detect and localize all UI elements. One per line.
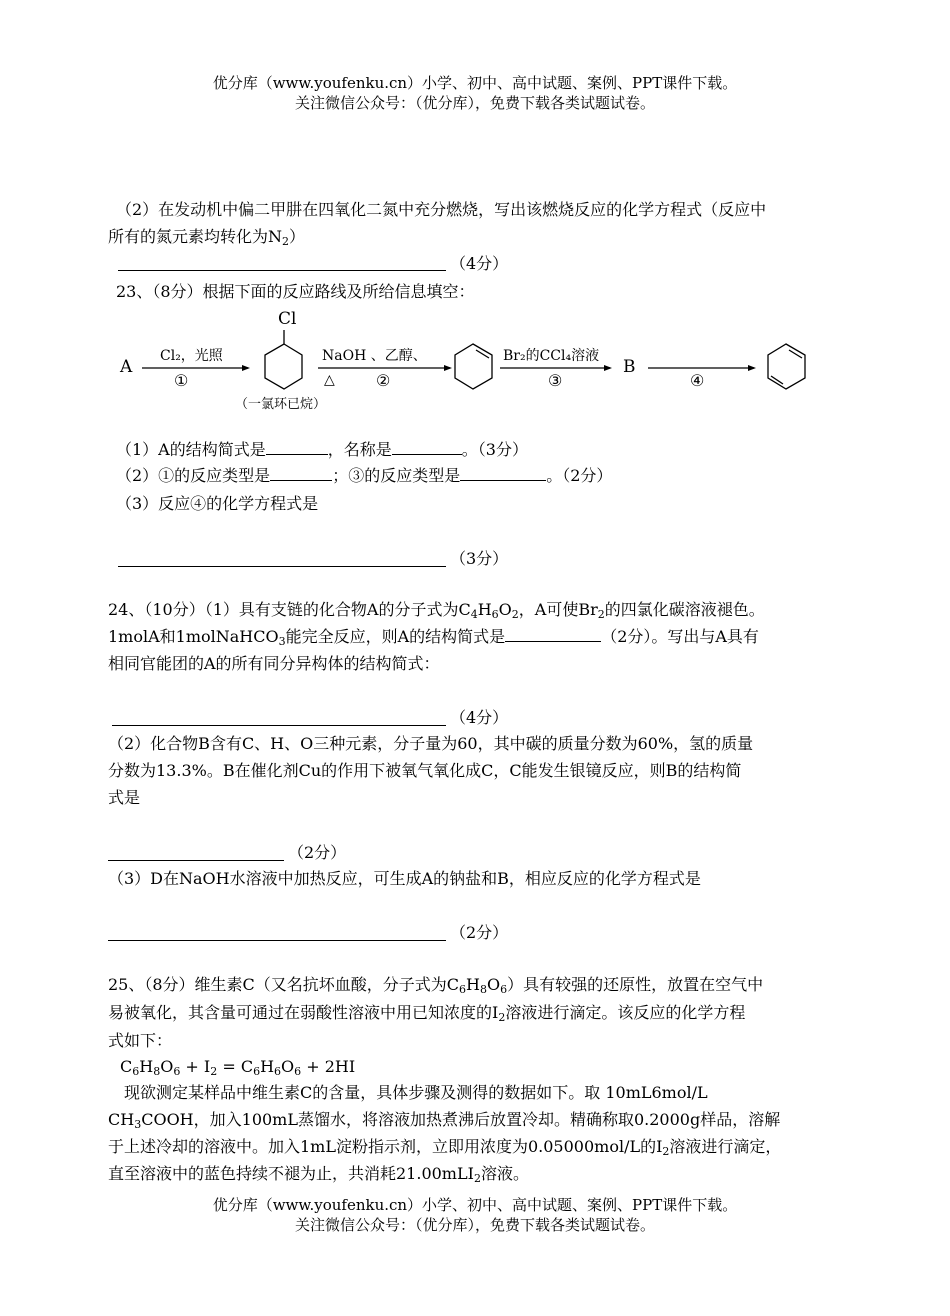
- step2-heat: △: [324, 372, 335, 388]
- cyclohexadiene-ring: [768, 344, 805, 389]
- q23-question-3: （3）反应④的化学方程式是: [116, 494, 319, 513]
- step3-number: ③: [548, 371, 563, 390]
- step2-reagent: NaOH 、乙醇、: [322, 348, 427, 364]
- q24-answer-line-2: [108, 860, 284, 861]
- q25-part2-line3: 于上述冷却的溶液中。加入1mL淀粉指示剂，立即用浓度为0.05000mol/L的$I_2$溶液进行滴定，: [108, 1137, 782, 1158]
- q23-question-2: （2）①的反应类型是 ；③的反应类型是 。（2分）: [116, 466, 613, 485]
- q25-line3: 式如下：: [108, 1031, 173, 1050]
- cyclohexane-ring: [265, 344, 302, 389]
- q23-blank-type-3[interactable]: [460, 466, 546, 481]
- q25-line1: 25、（8分）维生素C（又名抗坏血酸，分子式为$C_6H_8O_6$）具有较强的还原性，放置在空气中: [108, 975, 764, 996]
- cyclohexene-ring: [455, 344, 492, 389]
- header-line-2: 关注微信公众号：（优分库），免费下载各类试题试卷。: [294, 94, 655, 112]
- step1-reagent: Cl₂，光照: [160, 348, 223, 364]
- q24-line1: 24、（10分）（1）具有支链的化合物A的分子式为$C_4H_6O_2$，A可使$Br_2$的四氯化碳溶液褪色。: [108, 600, 765, 621]
- q24-score-3: （2分）: [450, 923, 509, 942]
- cyclohexene-double-bond: [476, 350, 489, 358]
- q22-score: （4分）: [450, 254, 509, 273]
- q22-part2-line2: 所有的氮元素均转化为$N_2$）: [108, 227, 306, 248]
- step3-reagent: Br₂的CCl₄溶液: [503, 348, 600, 364]
- arrowhead-4: [748, 365, 756, 371]
- q23-question-1: （1）A的结构简式是 ，名称是 。（3分）: [116, 440, 528, 459]
- q24-part2-line3: 式是: [108, 788, 141, 807]
- q22-part2-line1: （2）在发动机中偏二甲肼在四氧化二氮中充分燃烧，写出该燃烧反应的化学方程式（反应中: [116, 200, 767, 219]
- q24-score-1: （4分）: [450, 708, 509, 727]
- q24-part3: （3）D在NaOH水溶液中加热反应，可生成A的钠盐和B，相应反应的化学方程式是: [108, 869, 701, 888]
- q25-line2: 易被氧化，其含量可通过在弱酸性溶液中用已知浓度的$I_2$溶液进行滴定。该反应的化学方程: [108, 1003, 746, 1024]
- chlorine-label: Cl: [278, 309, 297, 329]
- q23-blank-name[interactable]: [392, 440, 462, 455]
- q24-line3: 相同官能团的A的所有同分异构体的结构简式：: [108, 654, 440, 673]
- arrowhead-3: [604, 365, 612, 371]
- q24-answer-line-3: [108, 940, 446, 941]
- q25-part2-line1: 现欲测定某样品中维生素C的含量，具体步骤及测得的数据如下。取 10mL6mol/L: [124, 1083, 708, 1102]
- q24-answer-line-1: [112, 725, 446, 726]
- q23-blank-type-1[interactable]: [270, 466, 332, 481]
- q23-score: （3分）: [450, 549, 509, 568]
- q25-part2-line2: $CH_3COOH$，加入100mL蒸馏水，将溶液加热煮沸后放置冷却。精确称取0.2000g样品，溶解: [108, 1110, 781, 1131]
- compound-b-label: B: [623, 357, 636, 377]
- reaction-scheme: [0, 308, 950, 418]
- q23-answer-line: [118, 566, 446, 567]
- footer-line-1: 优分库（www.youfenku.cn）小学、初中、高中试题、案例、PPT课件下载。: [212, 1196, 738, 1214]
- arrowhead-1: [242, 365, 250, 371]
- arrowhead-2: [444, 365, 452, 371]
- q24-score-2: （2分）: [288, 843, 347, 862]
- q23-title: 23、（8分）根据下面的反应路线及所给信息填空：: [116, 282, 475, 301]
- diene-double-bond-1: [789, 350, 802, 358]
- q24-part2-line2: 分数为13.3%。B在催化剂Cu的作用下被氧气氧化成C，C能发生银镜反应，则B的结构简: [108, 761, 742, 780]
- footer-line-2: 关注微信公众号：（优分库），免费下载各类试题试卷。: [294, 1216, 655, 1234]
- q24-line2: 1molA和1molNaHCO$_3$能完全反应，则A的结构简式是 （2分）。写出与A具有: [108, 627, 759, 648]
- q22-answer-line: [118, 270, 446, 271]
- step4-number: ④: [690, 371, 705, 390]
- header-line-1: 优分库（www.youfenku.cn）小学、初中、高中试题、案例、PPT课件下载。: [212, 74, 738, 92]
- compound-a-label: A: [120, 357, 133, 377]
- q25-equation: $C_6H_8O_6 + I_2 = C_6H_6O_6 + 2HI$: [120, 1057, 356, 1078]
- chlorocyclohexane-name: （一氯环已烷）: [235, 397, 327, 412]
- q24-blank-a[interactable]: [505, 627, 601, 642]
- step2-number: ②: [376, 371, 391, 390]
- step1-number: ①: [174, 371, 189, 390]
- q23-blank-structure[interactable]: [266, 440, 328, 455]
- q24-part2-line1: （2）化合物B含有C、H、O三种元素，分子量为60，其中碳的质量分数为60%，氢的质量: [108, 734, 754, 753]
- q25-part2-line4: 直至溶液中的蓝色持续不褪为止，共消耗21.00mLI$_2$溶液。: [108, 1164, 529, 1185]
